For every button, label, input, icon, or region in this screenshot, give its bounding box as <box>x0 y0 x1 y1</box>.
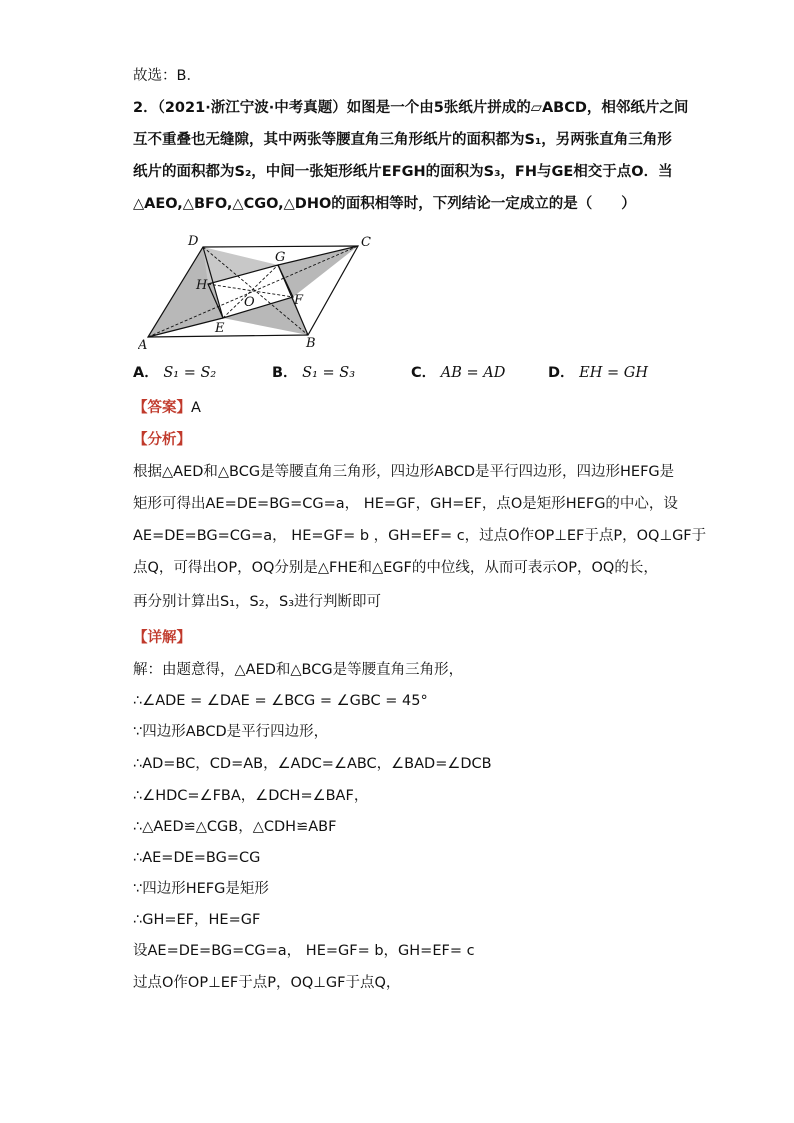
question-line-4: △AEO,△BFO,△CGO,△DHO的面积相等时，下列结论一定成立的是（ ） <box>133 196 636 212</box>
question-number: 2． <box>133 100 158 116</box>
option-c[interactable]: C． AB = AD <box>411 365 506 381</box>
option-a[interactable]: A． S₁ = S₂ <box>133 365 217 381</box>
detail-line-4: ∴AD=BC，CD=AB，∠ADC=∠ABC，∠BAD=∠DCB <box>133 756 492 772</box>
detail-line-9: ∴GH=EF，HE=GF <box>133 912 261 928</box>
detail-line-7: ∴AE=DE=BG=CG <box>133 850 261 866</box>
analysis-line-1: 根据△AED和△BCG是等腰直角三角形，四边形ABCD是平行四边形，四边形HEFG是 <box>133 464 675 480</box>
shaded-triangle-dho <box>203 247 278 284</box>
label-f: F <box>294 293 304 308</box>
option-b[interactable]: B． S₁ = S₃ <box>272 365 356 381</box>
option-d[interactable]: D． EH = GH <box>548 365 648 381</box>
detail-line-3: ∵四边形ABCD是平行四边形， <box>133 724 329 740</box>
detail-line-1: 解：由题意得，△AED和△BCG是等腰直角三角形， <box>133 662 464 678</box>
label-g: G <box>275 250 286 265</box>
question-line-1 <box>133 98 688 118</box>
question-text-1: 如图是一个由5张纸片拼成的▱ABCD，相邻纸片之间 <box>346 100 689 116</box>
analysis-line-5: 再分别计算出S₁，S₂，S₃进行判断即可 <box>133 594 382 610</box>
detail-line-8: ∵四边形HEFG是矩形 <box>133 881 269 897</box>
label-h: H <box>196 278 208 293</box>
question-source: （2021·浙江宁波·中考真题） <box>157 100 347 116</box>
detail-line-10: 设AE=DE=BG=CG=a， HE=GF= b，GH=EF= c <box>133 943 475 959</box>
analysis-line-4: 点Q，可得出OP，OQ分别是△FHE和△EGF的中位线，从而可表示OP，OQ的长， <box>133 560 658 576</box>
detail-line-5: ∴∠HDC=∠FBA，∠DCH=∠BAF， <box>133 788 369 804</box>
label-e: E <box>215 321 225 336</box>
detail-label: 【详解】 <box>133 630 191 646</box>
detail-line-2: ∴∠ADE = ∠DAE = ∠BCG = ∠GBC = 45° <box>133 693 428 709</box>
label-d: D <box>188 234 199 249</box>
previous-answer: 故选：B． <box>133 68 201 84</box>
answer-line <box>133 398 201 418</box>
label-a: A <box>138 338 148 350</box>
detail-line-6: ∴△AED≌△CGB，△CDH≌ABF <box>133 819 337 835</box>
label-b: B <box>306 336 316 350</box>
analysis-line-3: AE=DE=BG=CG=a， HE=GF= b ，GH=EF= c，过点O作OP⊥EF于点P，OQ⊥GF于 <box>133 528 707 544</box>
detail-line-11: 过点O作OP⊥EF于点P，OQ⊥GF于点Q， <box>133 975 401 991</box>
parallelogram-figure <box>138 232 378 350</box>
question-line-3: 纸片的面积都为S₂，中间一张矩形纸片EFGH的面积为S₃，FH与GE相交于点O．当 <box>133 164 673 180</box>
analysis-line-2: 矩形可得出AE=DE=BG=CG=a， HE=GF，GH=EF，点O是矩形HEFG的中心，设 <box>133 496 678 512</box>
question-line-2: 互不重叠也无缝隙，其中两张等腰直角三角形纸片的面积都为S₁，另两张直角三角形 <box>133 132 672 148</box>
label-o: O <box>244 295 255 310</box>
answer-label: 【答案】 <box>133 400 191 416</box>
analysis-label: 【分析】 <box>133 432 191 448</box>
answer-value: A <box>191 400 201 416</box>
label-c: C <box>361 235 371 250</box>
